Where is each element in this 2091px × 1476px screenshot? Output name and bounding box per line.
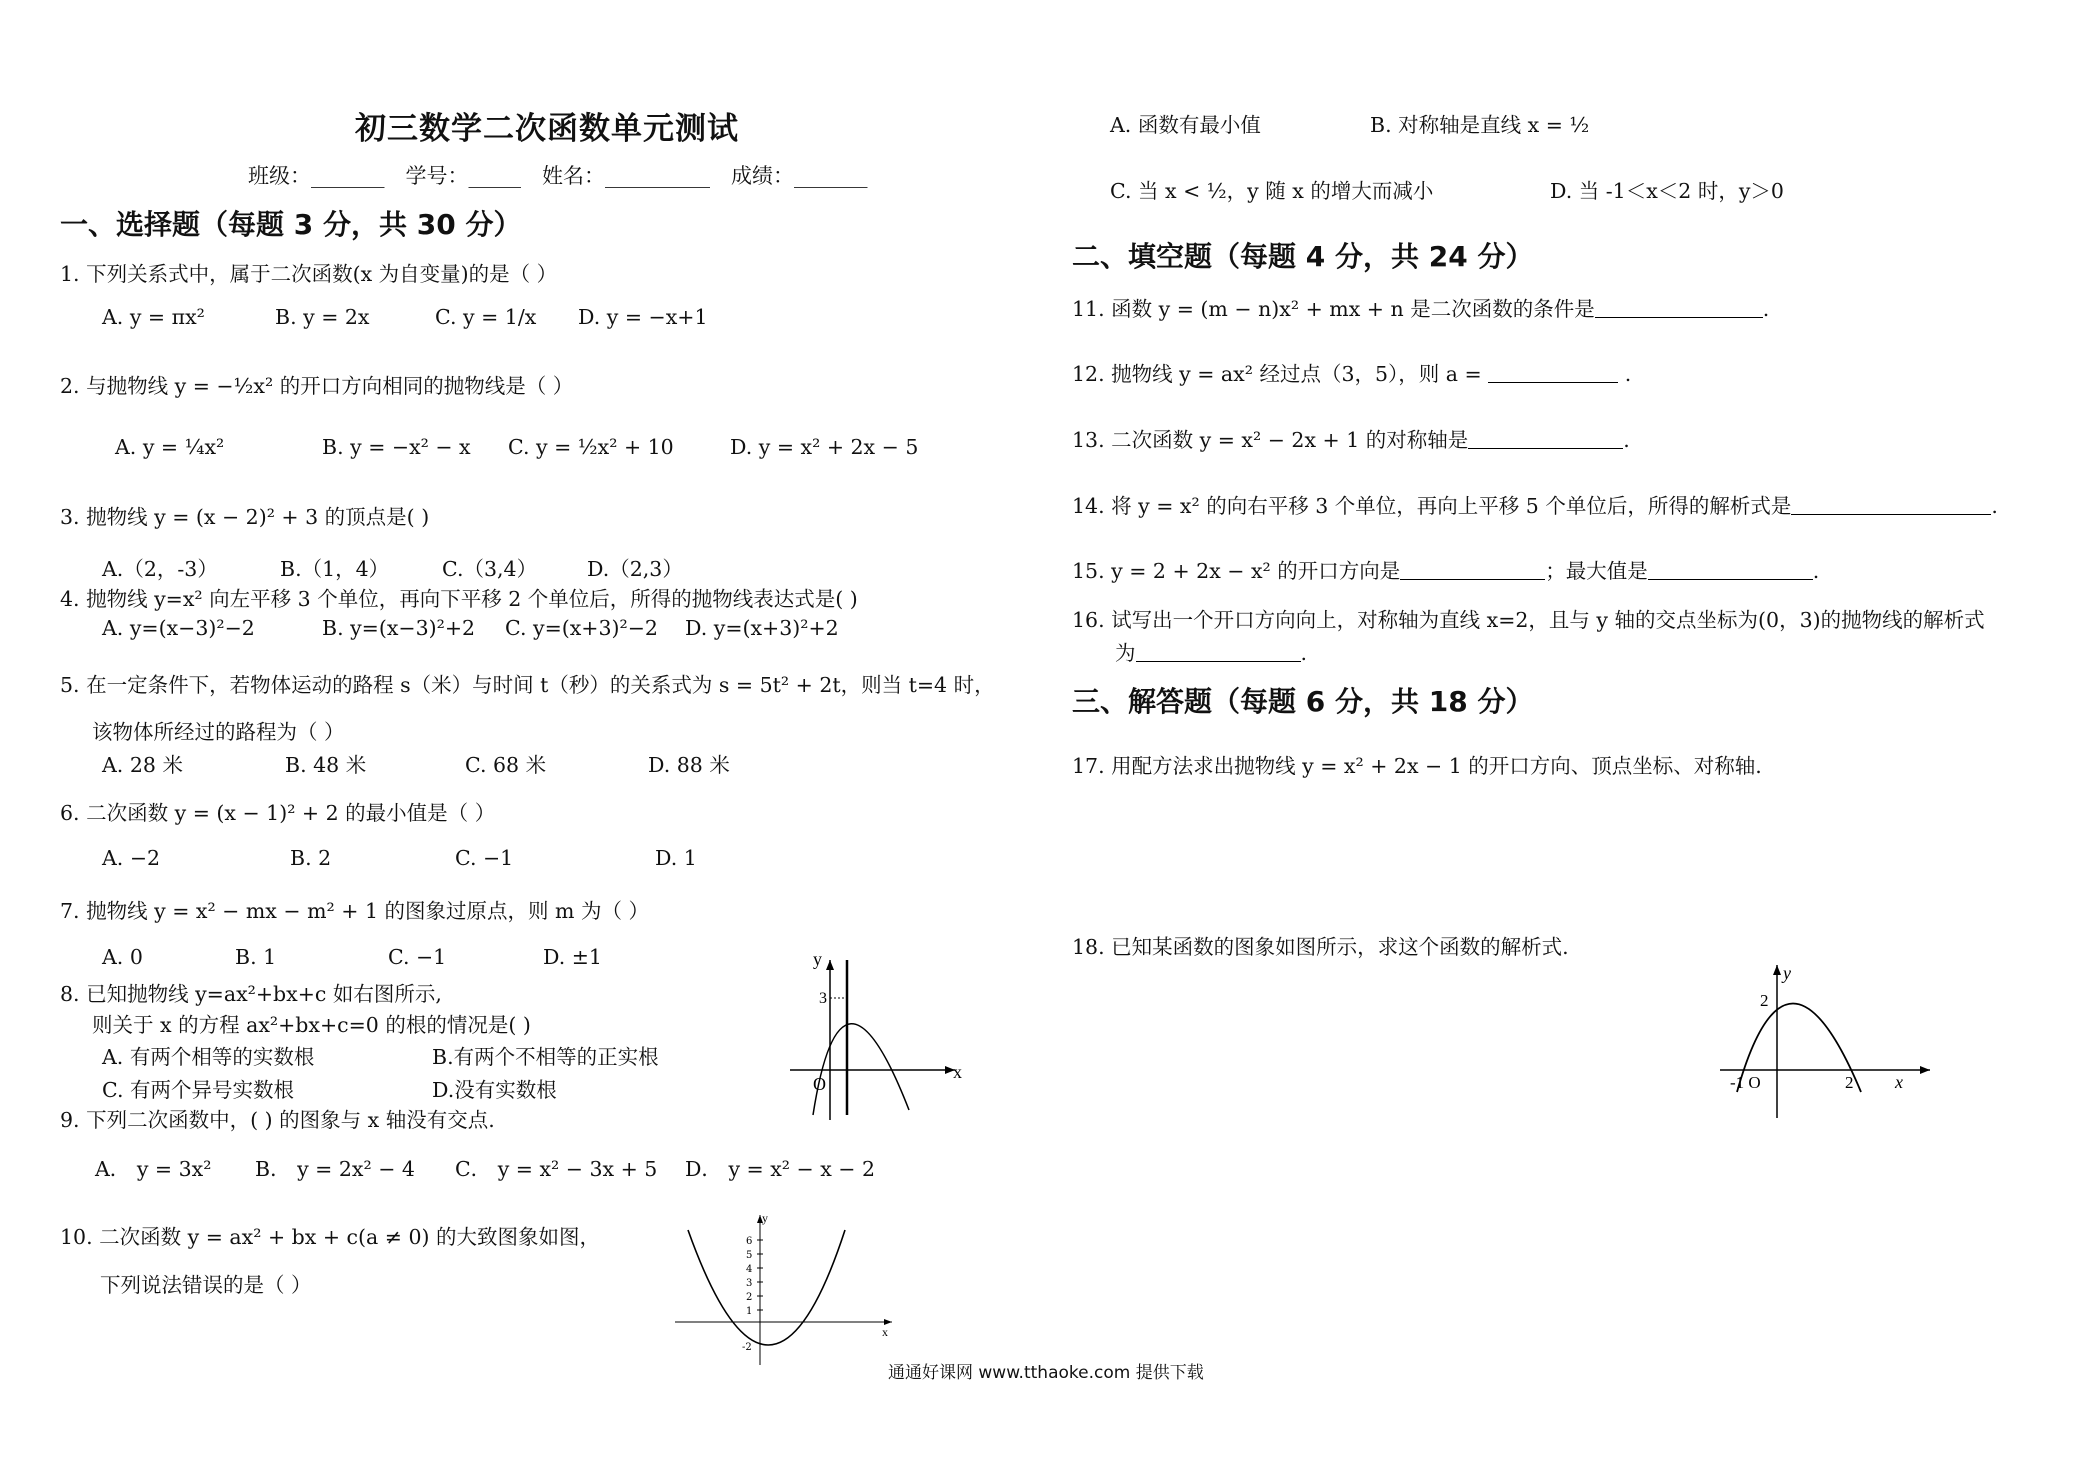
q9-option-a: A． y = 3x² (95, 1157, 212, 1181)
q9-option-c: C． y = x² − 3x + 5 (455, 1157, 658, 1181)
q10-option-c: C. 当 x < ½，y 随 x 的增大而减小 (1110, 179, 1434, 203)
question-10-continued: 下列说法错误的是（ ） (100, 1273, 312, 1297)
q4-option-c: C. y=(x+3)²−2 (505, 616, 658, 640)
footer-credit: 通通好课网 www.tthaoke.com 提供下载 (888, 1363, 1204, 1383)
q3-option-a: A.（2，-3） (102, 557, 218, 581)
q5-option-c: C. 68 米 (465, 753, 547, 777)
q12-text: 12. 抛物线 y = ax² 经过点（3，5），则 a = (1072, 362, 1482, 386)
q18-origin-label: -1 O (1730, 1073, 1761, 1092)
q18-x-label: x (1895, 1072, 1903, 1092)
q1-option-b: B. y = 2x (275, 305, 370, 329)
q8-option-b: B.有两个不相等的正实根 (432, 1045, 659, 1069)
q16-answer-blank[interactable] (1136, 660, 1301, 662)
q15-answer-blank-1[interactable] (1400, 578, 1545, 580)
q1-option-c: C. y = 1/x (435, 305, 537, 329)
question-3: 3. 抛物线 y = (x − 2)² + 3 的顶点是( ) (60, 505, 430, 529)
q5-option-d: D. 88 米 (648, 753, 730, 777)
question-5-continued: 该物体所经过的路程为（ ） (92, 720, 345, 744)
q13-answer-blank[interactable] (1468, 447, 1623, 449)
q7-option-c: C. −1 (388, 945, 447, 969)
q8-option-a: A. 有两个相等的实数根 (102, 1045, 315, 1069)
question-16: 16. 试写出一个开口方向向上，对称轴为直线 x=2，且与 y 轴的交点坐标为(0，3)的抛物线的解析式 (1072, 608, 1985, 632)
question-8-continued: 则关于 x 的方程 ax²+bx+c=0 的根的情况是( ) (92, 1013, 531, 1037)
q1-option-d: D. y = −x+1 (578, 305, 708, 329)
q2-option-c: C. y = ½x² + 10 (508, 435, 674, 459)
question-4: 4. 抛物线 y=x² 向左平移 3 个单位，再向下平移 2 个单位后，所得的抛物线表达式是( ) (60, 587, 858, 611)
page-title: 初三数学二次函数单元测试 (355, 111, 739, 147)
question-5: 5. 在一定条件下，若物体运动的路程 s（米）与时间 t（秒）的关系式为 s = 5t² + 2t，则当 t=4 时， (60, 673, 995, 697)
q8-parabola-graph (785, 945, 965, 1125)
q8-tick-label: 3 (819, 990, 827, 1007)
q14-answer-blank[interactable] (1791, 513, 1991, 515)
question-11 (1072, 292, 1769, 322)
question-15 (1072, 554, 1819, 584)
q3-option-b: B.（1，4） (280, 557, 390, 581)
question-1: 1. 下列关系式中，属于二次函数(x 为自变量)的是（ ） (60, 262, 558, 286)
q6-option-a: A. −2 (102, 846, 161, 870)
q6-option-d: D. 1 (655, 846, 697, 870)
q8-option-c: C. 有两个异号实数根 (102, 1078, 294, 1102)
question-16-continued (1115, 636, 1307, 666)
question-2: 2. 与抛物线 y = −½x² 的开口方向相同的抛物线是（ ） (60, 374, 574, 398)
q11-answer-blank[interactable] (1595, 316, 1763, 318)
q10-tick-4: 4 (746, 1264, 753, 1275)
q10-option-a: A. 函数有最小值 (1110, 113, 1261, 137)
q2-option-d: D. y = x² + 2x − 5 (730, 435, 919, 459)
question-6: 6. 二次函数 y = (x − 1)² + 2 的最小值是（ ） (60, 801, 496, 825)
q6-option-c: C. −1 (455, 846, 514, 870)
q15-mid: ；最大值是 (1545, 559, 1648, 583)
q1-option-a: A. y = πx² (102, 305, 205, 329)
q10-y-label: y (762, 1211, 768, 1225)
q9-option-d: D． y = x² − x − 2 (685, 1157, 876, 1181)
q18-tick-y: 2 (1760, 991, 1769, 1010)
q7-option-b: B. 1 (235, 945, 277, 969)
q15-tail: . (1812, 559, 1820, 583)
q5-option-a: A. 28 米 (102, 753, 183, 777)
q11-text: 11. 函数 y = (m − n)x² + mx + n 是二次函数的条件是 (1072, 297, 1595, 321)
q8-y-label: y (813, 949, 822, 969)
q3-option-c: C.（3,4） (442, 557, 538, 581)
q10-parabola-graph (670, 1210, 900, 1370)
q14-text: 14. 将 y = x² 的向右平移 3 个单位，再向上平移 5 个单位后，所得的解析式是 (1072, 494, 1792, 518)
q10-option-d: D. 当 -1＜x＜2 时，y＞0 (1550, 179, 1784, 203)
q2-option-b: B. y = −x² − x (322, 435, 471, 459)
q10-tick-1: 1 (746, 1306, 753, 1317)
q10-tick-5: 5 (746, 1250, 753, 1261)
q16-text-2: 为 (1115, 641, 1136, 665)
q10-tick-6: 6 (746, 1236, 753, 1247)
question-13 (1072, 423, 1630, 453)
q15-answer-blank-2[interactable] (1648, 578, 1813, 580)
q18-parabola-graph (1715, 960, 1935, 1120)
q6-option-b: B. 2 (290, 846, 332, 870)
section-answer-heading: 三、解答题（每题 6 分，共 18 分） (1072, 685, 1534, 718)
question-17: 17. 用配方法求出抛物线 y = x² + 2x − 1 的开口方向、顶点坐标、对称轴. (1072, 754, 1762, 778)
question-14 (1072, 489, 1998, 519)
q5-option-b: B. 48 米 (285, 753, 367, 777)
q8-origin-label: O (813, 1074, 826, 1094)
question-9: 9. 下列二次函数中，( ) 的图象与 x 轴没有交点. (60, 1108, 495, 1132)
q12-answer-blank[interactable] (1488, 381, 1618, 383)
q4-option-a: A. y=(x−3)²−2 (102, 616, 255, 640)
q10-tick-2: 2 (746, 1292, 753, 1303)
question-12 (1072, 357, 1631, 387)
q4-option-b: B. y=(x−3)²+2 (322, 616, 476, 640)
q10-tick-neg2: -2 (742, 1342, 752, 1353)
question-10: 10. 二次函数 y = ax² + bx + c(a ≠ 0) 的大致图象如图， (60, 1225, 600, 1249)
q15-text: 15. y = 2 + 2x − x² 的开口方向是 (1072, 559, 1401, 583)
section-choice-heading: 一、选择题（每题 3 分，共 30 分） (60, 208, 522, 241)
question-8: 8. 已知抛物线 y=ax²+bx+c 如右图所示, (60, 982, 442, 1006)
q11-tail: . (1762, 297, 1770, 321)
q18-y-label: y (1783, 963, 1791, 983)
q8-x-label: x (953, 1062, 962, 1082)
q8-option-d: D.没有实数根 (432, 1078, 557, 1102)
question-7: 7. 抛物线 y = x² − mx − m² + 1 的图象过原点，则 m 为（ ） (60, 899, 649, 923)
section-fill-heading: 二、填空题（每题 4 分，共 24 分） (1072, 240, 1534, 273)
q4-option-d: D. y=(x+3)²+2 (685, 616, 839, 640)
q3-option-d: D.（2,3） (587, 557, 683, 581)
q10-x-label: x (882, 1325, 888, 1339)
q7-option-a: A. 0 (102, 945, 143, 969)
q10-tick-3: 3 (746, 1278, 753, 1289)
q13-tail: . (1623, 428, 1630, 452)
q13-text: 13. 二次函数 y = x² − 2x + 1 的对称轴是 (1072, 428, 1469, 452)
q7-option-d: D. ±1 (543, 945, 602, 969)
q9-option-b: B． y = 2x² − 4 (255, 1157, 415, 1181)
q2-option-a: A. y = ¼x² (115, 435, 225, 459)
q12-tail: . (1624, 362, 1632, 386)
q14-tail: . (1991, 494, 1998, 518)
q10-option-b: B. 对称轴是直线 x = ½ (1370, 113, 1590, 137)
student-info-line: 班级：_______ 学号：_____ 姓名：__________ 成绩：_______ (248, 164, 868, 188)
question-18: 18. 已知某函数的图象如图所示，求这个函数的解析式. (1072, 935, 1569, 959)
q18-tick-x: 2 (1845, 1073, 1854, 1092)
q16-tail: . (1300, 641, 1308, 665)
